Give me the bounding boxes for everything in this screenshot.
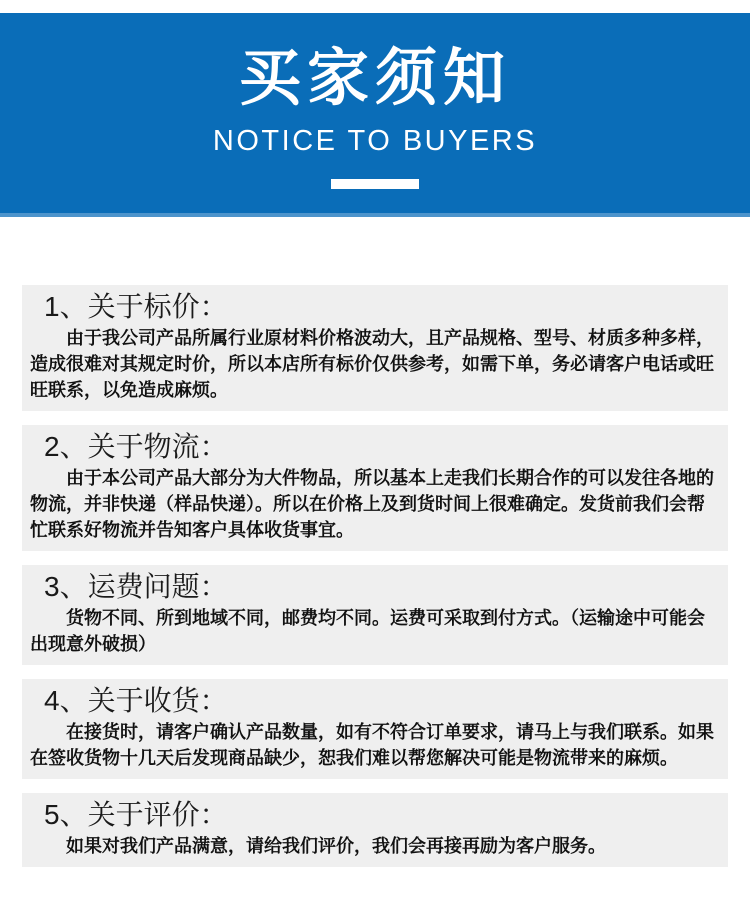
section-heading: 3、运费问题： bbox=[44, 571, 228, 602]
notice-section-review bbox=[22, 793, 728, 867]
section-heading: 5、关于评价： bbox=[44, 799, 228, 830]
notice-section-logistics bbox=[22, 425, 728, 551]
section-body: 在接货时，请客户确认产品数量，如有不符合订单要求，请马上与我们联系。如果在签收货物十几天后发现商品缺少，恕我们难以帮您解决可能是物流带来的麻烦。 bbox=[30, 722, 714, 768]
section-body: 由于我公司产品所属行业原材料价格波动大，且产品规格、型号、材质多种多样，造成很难对其规定时价，所以本店所有标价仅供参考，如需下单，务必请客户电话或旺旺联系，以免造成麻烦。 bbox=[30, 328, 714, 400]
section-heading: 4、关于收货： bbox=[44, 685, 228, 716]
page-title: 买家须知 bbox=[238, 44, 511, 113]
section-heading: 1、关于标价： bbox=[44, 291, 228, 322]
notice-section-shipping-fee bbox=[22, 565, 728, 665]
section-heading: 2、关于物流： bbox=[44, 431, 228, 462]
notice-section-pricing bbox=[22, 285, 728, 411]
notice-list bbox=[22, 285, 728, 867]
section-body: 如果对我们产品满意，请给我们评价，我们会再接再励为客户服务。 bbox=[66, 836, 606, 856]
section-body: 由于本公司产品大部分为大件物品，所以基本上走我们长期合作的可以发往各地的物流，并非快递（样品快递）。所以在价格上及到货时间上很难确定。发货前我们会帮忙联系好物流并告知客户具体收货事宜。 bbox=[30, 468, 714, 540]
notice-section-receiving bbox=[22, 679, 728, 779]
banner bbox=[0, 13, 750, 217]
divider-bar bbox=[331, 179, 419, 189]
page-subtitle: NOTICE TO BUYERS bbox=[212, 125, 538, 157]
section-body: 货物不同、所到地域不同，邮费均不同。运费可采取到付方式。（运输途中可能会出现意外破损） bbox=[30, 608, 705, 654]
